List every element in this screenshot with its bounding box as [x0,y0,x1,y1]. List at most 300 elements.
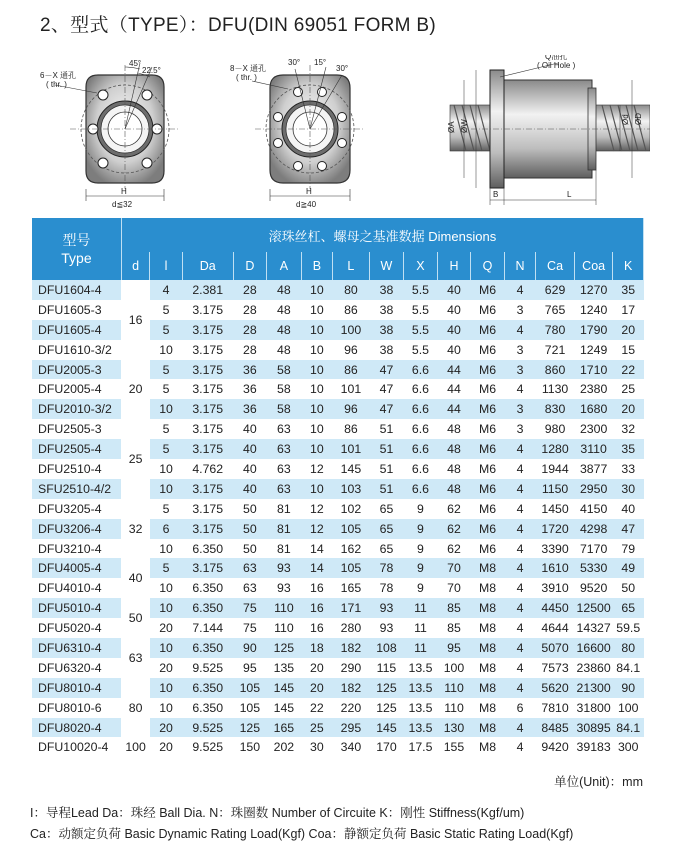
mid-thr-label: ( thr. ) [236,73,257,82]
value-cell-da: 3.175 [182,479,233,499]
value-cell-k: 32 [621,422,636,437]
value-cell-x: 5.5 [404,280,438,300]
value-cell-b: 16 [310,581,324,596]
value-cell-da: 3.175 [192,342,224,357]
value-cell-d: 40 [243,422,257,437]
value-cell-b: 14 [310,541,324,556]
value-cell-d: 28 [233,320,267,340]
value-cell-l: 10 [159,581,173,596]
value-cell-d: 105 [239,700,261,715]
value-cell-q: M6 [478,422,497,437]
value-cell-da: 3.175 [182,320,233,340]
table-row [32,737,644,757]
value-cell-q: M6 [478,461,497,476]
oil-hole-en-label: ( Oil Hole ) [537,61,576,70]
value-cell-da: 3.175 [182,558,233,578]
value-cell-ca: 830 [536,399,575,419]
value-cell-k: 22 [613,360,644,380]
value-cell-d: 50 [243,541,257,556]
value-cell-a: 58 [267,399,302,419]
value-cell-coa: 30895 [574,718,613,738]
value-cell-b: 10 [301,439,332,459]
value-cell-k: 25 [621,382,636,397]
value-cell-a: 58 [277,382,291,397]
value-cell-l: 10 [150,399,183,419]
value-cell-l: 10 [159,541,173,556]
value-cell-n: 3 [516,342,524,357]
value-cell-h: 48 [437,479,471,499]
value-cell-da: 6.350 [192,700,224,715]
value-cell-ca: 5620 [536,678,575,698]
value-cell-w: 38 [369,320,404,340]
value-cell-l: 103 [333,479,370,499]
value-cell-a: 81 [277,501,291,516]
value-cell-q: M6 [478,382,497,397]
value-cell-coa: 39183 [576,740,611,755]
value-cell-b: 25 [301,718,332,738]
table-row [32,638,644,658]
value-cell-a: 202 [273,740,295,755]
value-cell-n: 6 [516,700,524,715]
value-cell-ca: 3910 [541,581,569,596]
value-cell-l: 101 [333,439,370,459]
value-cell-q: M6 [478,342,497,357]
value-cell-k: 40 [621,501,636,516]
value-cell-l: 280 [340,621,362,636]
value-cell-n: 4 [516,501,524,516]
value-cell-w: 115 [376,660,397,675]
col-coa: Coa [574,252,613,280]
left-holes-label: 6－X 通孔 [40,71,77,80]
value-cell-coa: 5330 [574,558,613,578]
value-cell-b: 10 [310,342,324,357]
value-cell-n: 4 [504,718,535,738]
model-cell: DFU2005-4 [38,382,102,397]
value-cell-a: 63 [267,439,302,459]
value-cell-l: 20 [159,621,173,636]
value-cell-l: 100 [333,320,370,340]
value-cell-l: 165 [340,581,362,596]
value-cell-ca: 629 [536,280,575,300]
value-cell-h: 48 [447,422,461,437]
value-cell-coa: 9520 [579,581,608,596]
value-cell-l: 101 [340,382,362,397]
left-thr-label: ( thr. ) [46,80,67,89]
table-row [32,598,644,618]
value-cell-ca: 8485 [536,718,575,738]
model-cell: DFU8010-4 [32,678,121,698]
value-cell-n: 4 [504,598,535,618]
value-cell-h: 85 [447,621,461,636]
value-cell-d: 36 [233,360,267,380]
value-cell-q: M6 [471,519,505,539]
value-cell-ca: 1280 [536,439,575,459]
value-cell-ca: 765 [544,302,566,317]
b-label: B [493,190,499,199]
value-cell-w: 65 [379,501,394,516]
value-cell-w: 93 [379,621,394,636]
value-cell-w: 47 [379,382,394,397]
model-cell: DFU6310-4 [32,638,121,658]
value-cell-w: 65 [379,541,394,556]
value-cell-l: 10 [150,598,183,618]
value-cell-a: 135 [273,660,295,675]
table-body [32,280,644,757]
value-cell-coa: 1710 [574,360,613,380]
dimensions-header: 滚珠丝杠、螺母之基准数据 Dimensions [121,218,643,252]
value-cell-ca: 1450 [541,501,569,516]
value-cell-b: 10 [310,422,324,437]
value-cell-da: 3.175 [182,360,233,380]
value-cell-q: M8 [478,581,497,596]
value-cell-x: 9 [404,519,438,539]
note-line-2: Ca：动额定负荷 Basic Dynamic Rating Load(Kgf) Coa：静额定负荷 Basic Static Rating Load(Kgf) [30,827,574,841]
value-cell-l: 4 [150,280,183,300]
col-B: B [301,252,332,280]
model-cell: DFU3205-4 [38,501,102,516]
value-cell-coa: 3110 [574,439,613,459]
value-cell-a: 63 [267,479,302,499]
model-cell: DFU2505-4 [32,439,121,459]
value-cell-coa: 21300 [574,678,613,698]
value-cell-x: 6.6 [404,360,438,380]
value-cell-coa: 4150 [579,501,608,516]
value-cell-w: 51 [369,479,404,499]
value-cell-x: 6.6 [404,479,438,499]
value-cell-d: 75 [233,598,267,618]
value-cell-k: 100 [617,700,639,715]
value-cell-da: 3.175 [182,399,233,419]
value-cell-w: 170 [376,740,397,755]
value-cell-n: 4 [504,439,535,459]
left-angle-22: 22.5° [142,66,161,75]
value-cell-ca: 1610 [536,558,575,578]
model-cell: DFU2505-3 [38,422,102,437]
value-cell-coa: 16600 [574,638,613,658]
note-line-1: I：导程Lead Da：珠经 Ball Dia. N：珠圈数 Number of Circuite K：刚性 Stiffness(Kgf/um) [30,806,525,820]
table-row [32,280,644,300]
value-cell-q: M6 [471,320,505,340]
value-cell-k: 35 [613,439,644,459]
value-cell-k: 90 [613,678,644,698]
value-cell-d: 63 [233,558,267,578]
value-cell-coa: 1249 [579,342,608,357]
mid-h-label: H [306,187,312,196]
value-cell-l: 182 [333,678,370,698]
value-cell-n: 3 [516,422,524,437]
value-cell-h: 110 [444,700,464,715]
value-cell-a: 48 [277,342,291,357]
value-cell-q: M8 [478,700,497,715]
value-cell-da: 9.525 [182,718,233,738]
value-cell-x: 5.5 [411,342,430,357]
model-cell: DFU3210-4 [38,541,102,556]
col-W: W [369,252,404,280]
value-cell-l: 5 [150,439,183,459]
value-cell-ca: 9420 [541,740,569,755]
value-cell-l: 80 [333,280,370,300]
left-angle-45: 45° [129,59,142,68]
col-H: H [437,252,471,280]
dia-w-label: ØW [460,119,469,133]
value-cell-da: 6.350 [182,598,233,618]
value-cell-l: 10 [159,700,173,715]
value-cell-w: 125 [369,678,404,698]
value-cell-k: 35 [613,280,644,300]
table-row [32,360,644,380]
value-cell-n: 4 [504,558,535,578]
value-cell-coa: 12500 [574,598,613,618]
value-cell-q: M6 [471,399,505,419]
value-cell-da: 7.144 [192,621,224,636]
value-cell-coa: 4298 [574,519,613,539]
value-cell-w: 78 [379,581,394,596]
value-cell-h: 85 [437,598,471,618]
value-cell-h: 44 [437,360,471,380]
value-cell-l: 20 [159,660,173,675]
value-cell-d: 36 [233,399,267,419]
value-cell-a: 63 [277,422,291,437]
value-cell-h: 44 [447,382,461,397]
value-cell-k: 20 [613,399,644,419]
value-cell-a: 110 [267,598,302,618]
value-cell-da: 6.350 [192,581,224,596]
value-cell-coa: 1240 [579,302,608,317]
value-cell-ca: 1150 [536,479,575,499]
value-cell-b: 20 [301,678,332,698]
value-cell-x: 13.5 [408,660,433,675]
value-cell-l: 5 [150,320,183,340]
value-cell-n: 4 [516,541,524,556]
diameter-cell: 32 [121,499,149,559]
value-cell-a: 93 [277,581,291,596]
value-cell-a: 145 [267,678,302,698]
value-cell-l: 105 [333,519,370,539]
model-cell: DFU10020-4 [38,740,109,755]
dia-d-label: Ød [621,114,630,125]
value-cell-h: 40 [437,280,471,300]
value-cell-h: 62 [447,501,461,516]
flange-8-hole-drawing [230,58,365,209]
value-cell-b: 12 [301,519,332,539]
value-cell-w: 65 [369,519,404,539]
value-cell-l: 5 [162,422,170,437]
value-cell-d: 40 [243,461,257,476]
value-cell-n: 4 [516,382,524,397]
value-cell-k: 59.5 [616,621,641,636]
value-cell-da: 9.525 [192,740,224,755]
dimensions-table [32,218,644,757]
value-cell-l: 182 [333,638,370,658]
value-cell-da: 3.175 [192,422,224,437]
model-cell: DFU2010-3/2 [32,399,121,419]
value-cell-b: 10 [301,360,332,380]
model-cell: DFU4010-4 [38,581,102,596]
value-cell-q: M6 [471,360,505,380]
model-cell: DFU8010-6 [38,700,102,715]
value-cell-k: 20 [613,320,644,340]
value-cell-w: 125 [376,700,397,715]
dia-D-label: ØD [634,113,643,125]
value-cell-x: 6.6 [404,439,438,459]
model-cell: DFU4005-4 [32,558,121,578]
col-A: A [267,252,302,280]
value-cell-n: 4 [516,461,524,476]
value-cell-coa: 1790 [574,320,613,340]
value-cell-a: 48 [267,280,302,300]
value-cell-ca: 980 [544,422,566,437]
value-cell-x: 11 [404,598,438,618]
value-cell-a: 145 [273,700,295,715]
value-cell-a: 110 [274,621,294,636]
value-cell-h: 155 [443,740,465,755]
value-cell-l: 171 [333,598,370,618]
value-cell-ca: 7573 [541,660,569,675]
value-cell-b: 16 [310,621,324,636]
value-cell-q: M8 [478,660,497,675]
value-cell-d: 50 [233,519,267,539]
value-cell-w: 51 [379,422,394,437]
l-label: L [567,190,572,199]
model-cell: DFU1605-3 [38,302,102,317]
value-cell-l: 10 [159,461,173,476]
model-cell: DFU1610-3/2 [38,342,112,357]
value-cell-ca: 780 [536,320,575,340]
technical-drawings [30,55,650,210]
table-row [32,678,644,698]
value-cell-h: 100 [443,660,465,675]
table-row [32,499,644,519]
mid-holes-label: 8－X 通孔 [230,64,267,73]
value-cell-k: 65 [613,598,644,618]
value-cell-b: 20 [310,660,324,675]
model-cell: DFU8020-4 [32,718,121,738]
value-cell-coa: 23860 [576,660,611,675]
value-cell-n: 4 [504,479,535,499]
value-cell-n: 3 [504,360,535,380]
value-cell-q: M6 [478,541,497,556]
nut-side-view-drawing [447,55,650,205]
value-cell-n: 4 [516,581,524,596]
value-cell-l: 145 [340,461,362,476]
value-cell-x: 13.5 [404,718,438,738]
value-cell-q: M8 [471,598,505,618]
value-cell-q: M8 [471,638,505,658]
value-cell-h: 44 [437,399,471,419]
value-cell-h: 48 [447,461,461,476]
value-cell-w: 145 [369,718,404,738]
value-cell-k: 84.1 [616,660,641,675]
value-cell-da: 6.350 [192,541,224,556]
value-cell-k: 17 [621,302,636,317]
table-row [32,419,644,439]
value-cell-l: 5 [162,501,170,516]
page-title: 2、型式（TYPE）：DFU(DIN 69051 FORM B) [40,15,436,36]
value-cell-h: 110 [437,678,471,698]
value-cell-a: 81 [267,519,302,539]
diameter-cell: 80 [121,678,149,738]
value-cell-q: M6 [471,280,505,300]
diameter-cell: 63 [121,638,149,678]
value-cell-k: 49 [613,558,644,578]
col-K: K [613,252,644,280]
value-cell-q: M8 [478,740,497,755]
value-cell-d: 36 [243,382,257,397]
col-Q: Q [471,252,505,280]
mid-angle-30a: 30° [288,58,301,67]
value-cell-h: 70 [447,581,461,596]
model-cell: DFU2510-4 [38,461,102,476]
model-cell: DFU1605-4 [32,320,121,340]
mid-angle-15: 15° [314,58,327,67]
value-cell-h: 40 [447,302,461,317]
value-cell-d: 90 [233,638,267,658]
value-cell-da: 3.175 [182,519,233,539]
value-cell-x: 11 [404,638,438,658]
value-cell-x: 9 [404,558,438,578]
value-cell-l: 86 [344,302,358,317]
value-cell-l: 20 [150,718,183,738]
value-cell-k: 30 [613,479,644,499]
value-cell-l: 5 [150,558,183,578]
value-cell-b: 16 [301,598,332,618]
value-cell-l: 10 [159,342,173,357]
value-cell-coa: 2300 [579,422,608,437]
value-cell-b: 10 [310,302,324,317]
model-cell: DFU1604-4 [32,280,121,300]
value-cell-k: 47 [613,519,644,539]
value-cell-da: 2.381 [182,280,233,300]
value-cell-ca: 5070 [536,638,575,658]
value-cell-a: 48 [267,320,302,340]
value-cell-w: 78 [369,558,404,578]
value-cell-x: 13.5 [404,678,438,698]
value-cell-ca: 721 [544,342,566,357]
value-cell-d: 105 [233,678,267,698]
model-cell: SFU2510-4/2 [32,479,121,499]
value-cell-x: 6.6 [411,382,430,397]
value-cell-x: 9 [417,581,424,596]
value-cell-n: 3 [516,302,524,317]
value-cell-a: 63 [277,461,291,476]
diameter-cell: 100 [121,737,149,757]
value-cell-da: 6.350 [182,678,233,698]
value-cell-coa: 31800 [576,700,611,715]
value-cell-h: 48 [437,439,471,459]
value-cell-q: M8 [471,678,505,698]
value-cell-n: 4 [516,740,524,755]
value-cell-w: 47 [369,399,404,419]
value-cell-b: 22 [310,700,324,715]
value-cell-b: 10 [301,280,332,300]
value-cell-da: 4.762 [192,461,224,476]
value-cell-ca: 1720 [536,519,575,539]
value-cell-coa: 7170 [579,541,608,556]
value-cell-coa: 2380 [579,382,608,397]
value-cell-k: 33 [621,461,636,476]
mid-d-condition: d≧40 [296,200,317,209]
value-cell-n: 4 [504,678,535,698]
value-cell-ca: 3390 [541,541,569,556]
value-cell-d: 75 [243,621,257,636]
drawings-area [30,55,650,210]
value-cell-x: 6.6 [404,399,438,419]
col-ca: Ca [536,252,575,280]
value-cell-w: 51 [369,439,404,459]
value-cell-q: M8 [471,718,505,738]
value-cell-w: 51 [379,461,394,476]
value-cell-x: 6.6 [411,422,430,437]
